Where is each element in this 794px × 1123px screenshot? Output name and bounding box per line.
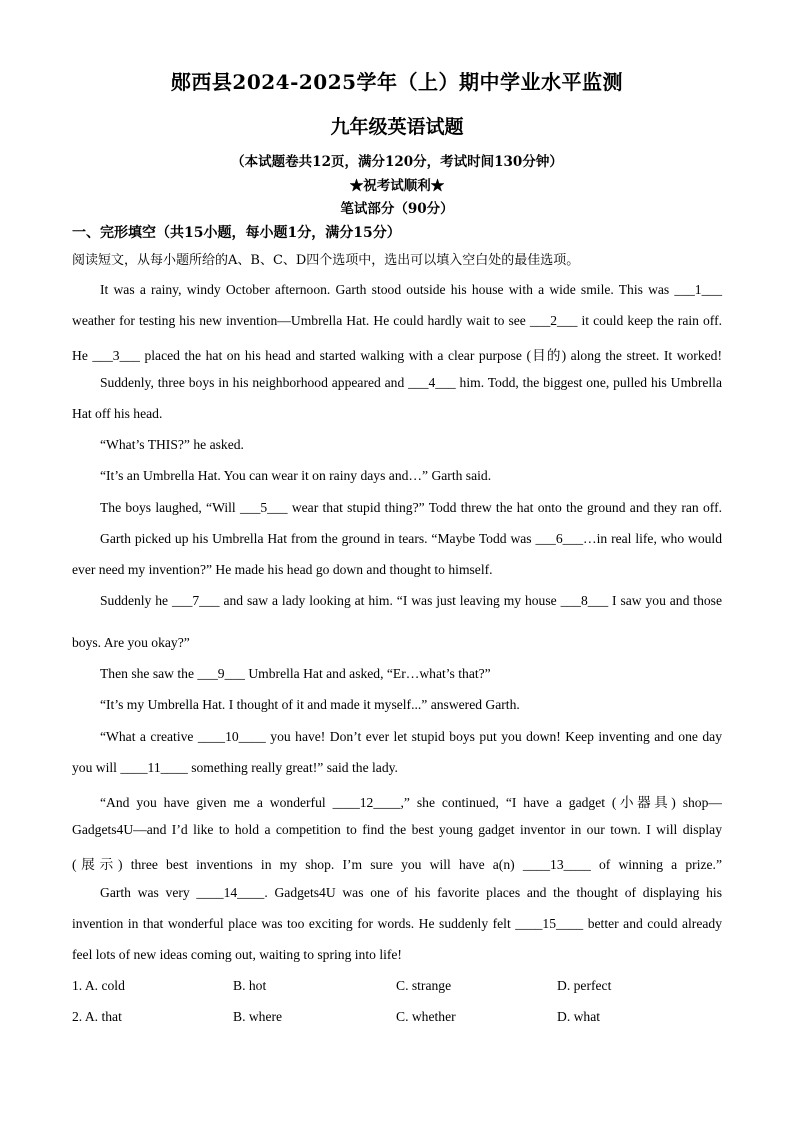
exam-wish: ★祝考试顺利★ (349, 178, 445, 194)
passage-line: Gadgets4U—and I’d like to hold a competition to find the best young gadget inventor in our town. I will display (72, 822, 722, 837)
section-heading: 一、完形填空（共15小题，每小题1分，满分15分） (72, 225, 401, 241)
question-option: B. where (233, 1009, 283, 1024)
passage-line: “What’s THIS?” he asked. (100, 437, 244, 452)
passage-line: “And you have given me a wonderful ____12____,” she continued, “I have a gadget (小器具) shop— (100, 795, 722, 810)
passage-line: feel lots of new ideas coming out, waiting to spring into life! (72, 947, 402, 962)
passage-line: “It’s an Umbrella Hat. You can wear it on rainy days and…” Garth said. (100, 468, 492, 483)
passage-line: It was a rainy, windy October afternoon. Garth stood outside his house with a wide smile. This was ___1___ (100, 282, 722, 297)
exam-subtitle: 九年级英语试题 (330, 116, 464, 138)
question-option: B. hot (233, 978, 267, 993)
passage-line: He ___3___ placed the hat on his head and started walking with a clear purpose (目的) along the street. It worked! (72, 348, 722, 363)
question-option: 1. A. cold (72, 978, 125, 993)
question-option: D. perfect (557, 978, 612, 993)
passage-line: weather for testing his new invention—Umbrella Hat. He could hardly wait to see ___2___ it could keep the rain off. (72, 313, 722, 328)
passage-line: Suddenly, three boys in his neighborhood appeared and ___4___ him. Todd, the biggest one, pulled his Umbrella (100, 375, 722, 390)
passage-line: invention in that wonderful place was too exciting for words. He suddenly felt ____15____ better and could already (72, 916, 722, 931)
passage-line: The boys laughed, “Will ___5___ wear that stupid thing?” Todd threw the hat onto the ground and they ran off. (100, 500, 722, 515)
passage-line: Then she saw the ___9___ Umbrella Hat and asked, “Er…what’s that?” (100, 666, 491, 681)
passage-line: Garth picked up his Umbrella Hat from the ground in tears. “Maybe Todd was ___6___…in real life, who would (100, 531, 722, 546)
passage-line: Garth was very ____14____. Gadgets4U was one of his favorite places and the thought of displaying his (100, 885, 722, 900)
exam-info: （本试题卷共12页，满分120分，考试时间130分钟） (231, 154, 563, 170)
section-instruction: 阅读短文，从每小题所给的A、B、C、D四个选项中，选出可以填入空白处的最佳选项。 (72, 253, 580, 268)
passage-line: (展示) three best inventions in my shop. I’m sure you will have a(n) ____13____ of winning a prize.” (72, 857, 722, 872)
passage-line: “It’s my Umbrella Hat. I thought of it and made it myself...” answered Garth. (100, 697, 520, 712)
passage-line: Suddenly he ___7___ and saw a lady looking at him. “I was just leaving my house ___8___ I saw you and those (100, 593, 722, 608)
passage-line: Hat off his head. (72, 406, 163, 421)
passage-line: boys. Are you okay?” (72, 635, 190, 650)
passage-line: you will ____11____ something really great!” said the lady. (72, 760, 398, 775)
exam-title: 郧西县2024-2025学年（上）期中学业水平监测 (170, 70, 624, 94)
question-option: C. strange (396, 978, 452, 993)
question-option: D. what (557, 1009, 601, 1024)
passage-line: “What a creative ____10____ you have! Don’t ever let stupid boys put you down! Keep inventing and one day (100, 729, 722, 744)
question-option: C. whether (396, 1009, 456, 1024)
exam-part: 笔试部分（90分） (340, 201, 454, 217)
passage-line: ever need my invention?” He made his head go down and thought to himself. (72, 562, 493, 577)
question-option: 2. A. that (72, 1009, 122, 1024)
